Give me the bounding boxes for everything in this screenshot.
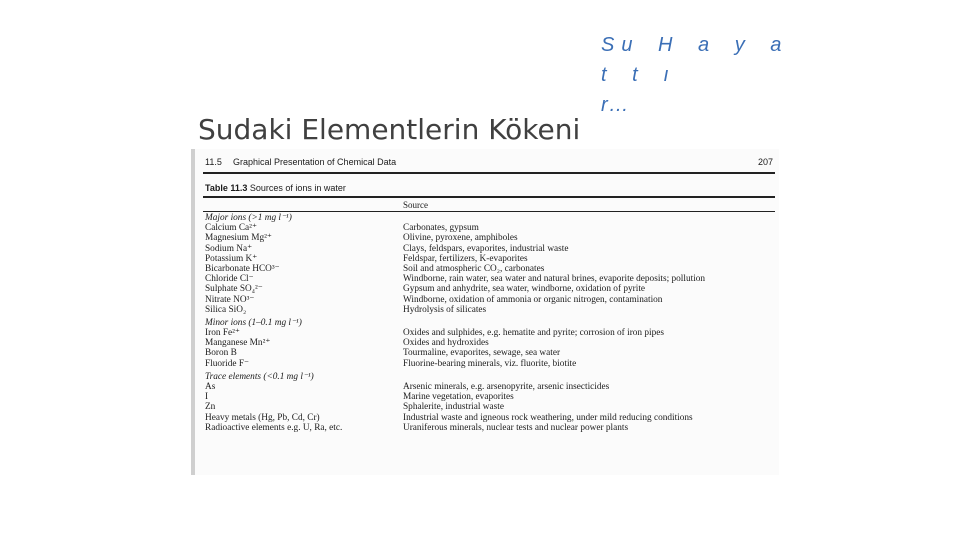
- scanned-table-image: [191, 149, 779, 475]
- source-cell: Hydrolysis of silicates: [403, 304, 487, 315]
- table-row: [205, 402, 773, 412]
- corner-title-line1: Su H a y a t t ı: [601, 34, 789, 86]
- page-number: 207: [757, 157, 773, 167]
- ion-cell: As: [205, 382, 216, 392]
- ion-cell: Manganese Mn²⁺: [205, 338, 271, 349]
- source-cell: Sphalerite, industrial waste: [403, 402, 504, 413]
- ion-cell: Trace elements (<0.1 mg l⁻¹): [205, 371, 314, 382]
- source-cell: Fluorine-bearing minerals, viz. fluorite, biotite: [403, 358, 577, 369]
- source-cell: Marine vegetation, evaporites: [403, 392, 514, 403]
- table-row: [205, 328, 773, 338]
- ion-cell: Nitrate NO³⁻: [205, 294, 255, 305]
- page-header-title: Graphical Presentation of Chemical Data: [233, 157, 397, 167]
- column-header-source: Source: [403, 200, 428, 210]
- page-section-number: 11.5: [205, 157, 222, 167]
- table-number: Table 11.3: [205, 183, 248, 193]
- source-cell: Tourmaline, evaporites, sewage, sea water: [403, 348, 561, 359]
- ion-cell: Calcium Ca²⁺: [205, 223, 257, 234]
- ion-cell: Chloride Cl⁻: [205, 274, 254, 285]
- ion-cell: Major ions (>1 mg l⁻¹): [205, 213, 292, 223]
- table-row: [205, 423, 773, 433]
- source-cell: Clays, feldspars, evaporites, industrial waste: [403, 243, 569, 254]
- source-cell: Olivine, pyroxene, amphiboles: [403, 233, 518, 244]
- table-row: [205, 244, 773, 254]
- table-row: [205, 382, 773, 392]
- column-header-rule: [203, 211, 775, 212]
- table-group-row: [205, 213, 773, 223]
- ion-cell: Radioactive elements e.g. U, Ra, etc.: [205, 422, 343, 433]
- header-rule: [203, 172, 775, 174]
- source-cell: Industrial waste and igneous rock weathering, under mild reducing conditions: [403, 412, 693, 423]
- ion-cell: Boron B: [205, 348, 237, 359]
- table-row: [205, 413, 773, 423]
- ion-cell: Magnesium Mg²⁺: [205, 233, 272, 244]
- ion-cell: Potassium K⁺: [205, 253, 258, 264]
- table-row: [205, 254, 773, 264]
- ion-cell: Zn: [205, 402, 216, 413]
- table-row: [205, 233, 773, 243]
- source-cell: Windborne, rain water, sea water and natural brines, evaporite deposits; pollution: [403, 274, 706, 285]
- table-group-row: [205, 318, 773, 328]
- slide-title: Sudaki Elementlerin Kökeni: [198, 112, 581, 146]
- source-cell: Gypsum and anhydrite, sea water, windborne, oxidation of pyrite: [403, 284, 646, 295]
- ion-cell: Sodium Na⁺: [205, 243, 253, 254]
- ion-cell: Iron Fe²⁺: [205, 328, 240, 339]
- corner-title-line2: r…: [601, 94, 630, 116]
- source-cell: Uraniferous minerals, nuclear tests and nuclear power plants: [403, 422, 629, 433]
- table-row: [205, 359, 773, 369]
- ion-cell: Fluoride F⁻: [205, 358, 249, 369]
- table-row: [205, 392, 773, 402]
- table-row: [205, 264, 773, 274]
- table-row: [205, 284, 773, 294]
- table-row: [205, 338, 773, 348]
- source-cell: Carbonates, gypsum: [403, 223, 479, 234]
- table-row: [205, 295, 773, 305]
- source-cell: Oxides and sulphides, e.g. hematite and pyrite; corrosion of iron pipes: [403, 328, 665, 339]
- table-caption: [205, 183, 346, 193]
- page-header: [205, 157, 773, 169]
- source-cell: Feldspar, fertilizers, K-evaporites: [403, 253, 528, 264]
- table-top-rule: [203, 196, 775, 198]
- table-row: [205, 274, 773, 284]
- table-row: [205, 348, 773, 358]
- table-row: [205, 223, 773, 233]
- ion-cell: I: [205, 392, 209, 403]
- source-cell: Windborne, oxidation of ammonia or organic nitrogen, contamination: [403, 294, 663, 305]
- table-row: [205, 305, 773, 315]
- source-cell: Arsenic minerals, e.g. arsenopyrite, arsenic insecticides: [403, 382, 610, 392]
- ion-cell: Sulphate SO₄²⁻: [205, 284, 263, 295]
- source-cell: Soil and atmospheric CO₂, carbonates: [403, 263, 545, 274]
- table-caption-text: Sources of ions in water: [249, 183, 346, 193]
- table-body: [205, 213, 773, 433]
- source-cell: Oxides and hydroxides: [403, 338, 489, 349]
- ion-cell: Silica SiO₂: [205, 304, 247, 315]
- corner-title: [601, 30, 801, 120]
- ion-cell: Heavy metals (Hg, Pb, Cd, Cr): [205, 412, 320, 423]
- table-group-row: [205, 372, 773, 382]
- ion-cell: Minor ions (1–0.1 mg l⁻¹): [205, 317, 302, 328]
- ion-cell: Bicarbonate HCO³⁻: [205, 263, 280, 274]
